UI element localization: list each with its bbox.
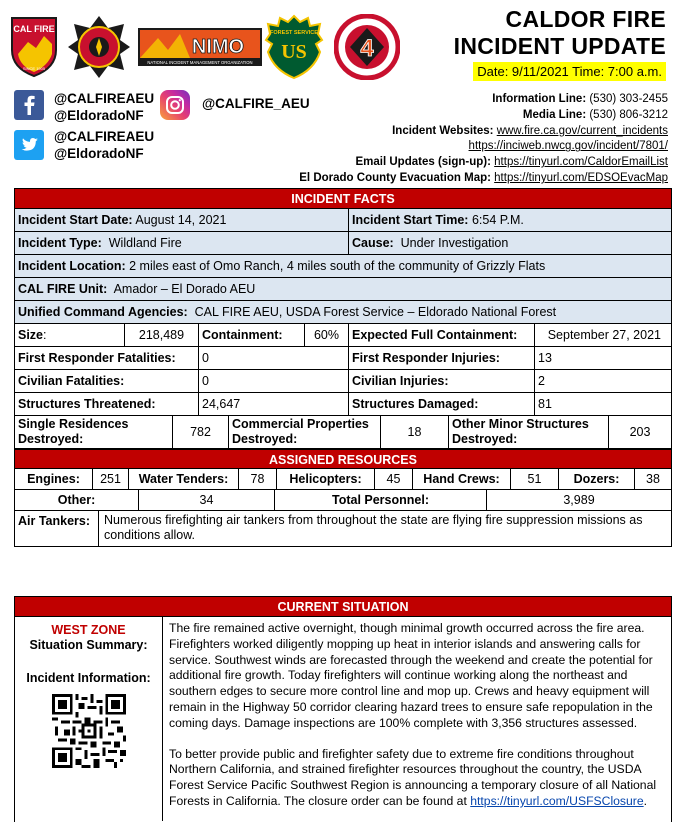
facebook-icon[interactable] [14,90,44,120]
instagram-icon[interactable] [160,90,190,120]
air-tankers-description: Numerous firefighting air tankers from throughout the state are flying fire suppression missions as conditions allow. [104,513,643,542]
svg-text:SINCE 1905: SINCE 1905 [22,66,46,71]
website-link-inciweb[interactable]: https://inciweb.nwcg.gov/incident/7801/ [468,140,668,153]
current-situation-section [14,596,672,822]
team-4-logo-text: 4 [360,35,374,62]
civilian-injuries: 2 [538,374,545,388]
incident-facts-table: INCIDENT FACTS Incident Start Date: August 14, 2021 Incident Start Time: 6:54 P.M. Incident Type: Wildland Fire Cause: Under Investigation Incident Location: 2 miles east of Omo Ranch, 4 miles south of the community of Grizzly Flats CAL FIRE Unit: Amador – El Dorado AEU Unified Command Agencies: CAL FIRE AEU, USDA Forest Service – Eldorado National Forest Size : 218,489 Containment: 60% Expected Full Containment: September 27, 2021 First Responder Fatalities: 0 First Responder Injuries: 13 Civilian Fatalities: 0 Civilian Injuries: 2 Structures Threatened: 24,647 Structures Damaged: 81 Single Residences Destroyed: 782 Commercial Properties Destroyed: 18 Other Minor Structures Destroyed: 203 ASSIGNED RESOURCES Engines: 251 Water Tenders: 78 Helicopters: 45 Hand Crews: 51 Dozers: 38 Other: 34 Total Personnel: 3,989 Air Tankers: Numerous firefighting air tankers from throughout the state are flying fire suppression missions as conditions allow. [14,188,672,547]
contact-info: Information Line: (530) 303-2455 Media Line: (530) 806-3212 Incident Websites: www.fire.ca.gov/current_incidents https://inciweb.nwcg.gov/incident/7801/ Email Updates (sign-up): https://tinyurl.com/CaldorEmailList El Dorado County Evacuation Map: https://tinyurl.com/EDSOEvacMap [299,93,668,184]
assigned-resources-header: ASSIGNED RESOURCES [15,449,671,469]
single-residences-destroyed: 782 [173,416,229,448]
nimo-logo-text: NIMO [191,36,245,58]
situation-sidebar [15,617,163,821]
fire-size-acres: 218,489 [125,324,199,346]
situation-paragraph-1: The fire remained active overnight, though minimal growth occurred across the fire area. Firefighters worked diligently mopping up heat in interior islands and answering calls for service. Southwest winds are forecasted through the weekend and create the potential for additional fire growth. Today firefighters will continue working along the northeast and southern edges to secure more control line and mop up. Crews and heavy equipment will remain in the Highway 50 corridor clearing hazard trees to ensure safe repopulation in the coming days. Damage inspections are 100% complete with 3,356 structures assessed. [169,621,653,730]
twitter-handle-eldorado[interactable]: @EldoradoNF [54,146,144,161]
information-line-number[interactable]: (530) 303-2455 [586,93,668,105]
structures-damaged: 81 [538,397,552,411]
media-line-number[interactable]: (530) 806-3212 [586,108,668,121]
forest-service-logo-text: US [281,41,307,63]
calfire-logo [8,14,60,78]
facebook-handle-eldorado[interactable]: @EldoradoNF [54,108,144,123]
first-responder-fatalities: 0 [199,347,349,369]
incident-cause: Under Investigation [393,236,509,250]
expected-full-containment: September 27, 2021 [547,328,661,342]
situation-text [163,617,671,821]
situation-summary-label: Situation Summary: [29,638,148,652]
date-time-badge: Date: 9/11/2021 Time: 7:00 a.m. [473,62,666,81]
other-minor-structures-destroyed: 203 [629,425,651,439]
website-link-calfire[interactable]: www.fire.ca.gov/current_incidents [496,124,668,137]
title-line-2: INCIDENT UPDATE [453,33,666,59]
incident-location: 2 miles east of Omo Ranch, 4 miles south of the community of Grizzly Flats [125,259,546,273]
incident-team-logo [66,14,132,80]
dozers-count: 38 [646,472,660,486]
first-responder-injuries: 13 [538,351,552,365]
twitter-icon[interactable] [14,130,44,160]
title-line-1: CALDOR FIRE [505,6,666,32]
situation-paragraph-2: To better provide public and firefighter safety due to extreme fire conditions throughout Northern California, and strained firefighter resources throughout the country, the USDA Forest Service Pacific Southwest Region is announcing a temporary closure of all National Forests in California. The closure order can be found at https://tinyurl.com/USFSClosure. [169,746,657,808]
incident-type: Wildland Fire [101,236,182,250]
incident-facts-header: INCIDENT FACTS [15,189,671,209]
total-personnel-count: 3,989 [563,493,595,507]
evacuation-map-link[interactable]: https://tinyurl.com/EDSOEvacMap [494,171,668,184]
svg-text:NATIONAL INCIDENT MANAGEMENT O: NATIONAL INCIDENT MANAGEMENT ORGANIZATION [147,60,253,65]
email-signup-link[interactable]: https://tinyurl.com/CaldorEmailList [494,156,668,169]
calfire-unit: Amador – El Dorado AEU [107,282,256,296]
document-title [454,6,666,81]
incident-information-label: Incident Information: [26,671,151,685]
incident-start-time: 6:54 P.M. [468,213,524,227]
forest-service-logo [264,14,324,80]
zone-label: WEST ZONE [51,623,126,637]
water-tenders-count: 78 [239,469,277,489]
closure-order-link[interactable]: https://tinyurl.com/USFSClosure [470,793,644,808]
incident-start-date: August 14, 2021 [132,213,227,227]
twitter-handle-calfire[interactable]: @CALFIREAEU [54,129,155,144]
other-resources-count: 34 [139,490,275,510]
facebook-handle-calfire[interactable]: @CALFIREAEU [54,91,155,106]
current-situation-header: CURRENT SITUATION [15,597,671,617]
instagram-handle[interactable]: @CALFIRE_AEU [202,96,310,111]
unified-command-agencies: CAL FIRE AEU, USDA Forest Service – Eldorado National Forest [187,305,557,319]
commercial-properties-destroyed: 18 [381,416,449,448]
containment-percent: 60% [305,324,349,346]
hand-crews-count: 51 [511,469,559,489]
civilian-fatalities: 0 [199,370,349,392]
twitter-handles[interactable] [54,128,154,162]
calfire-logo-text: CAL FIRE [13,24,55,34]
structures-threatened: 24,647 [199,393,349,415]
nimo-logo [138,28,262,66]
team-4-logo [334,14,400,80]
facebook-handles[interactable] [54,90,154,124]
helicopters-count: 45 [375,469,413,489]
qr-code-icon[interactable] [52,694,126,768]
svg-text:FOREST SERVICE: FOREST SERVICE [270,30,318,36]
engines-count: 251 [93,469,129,489]
